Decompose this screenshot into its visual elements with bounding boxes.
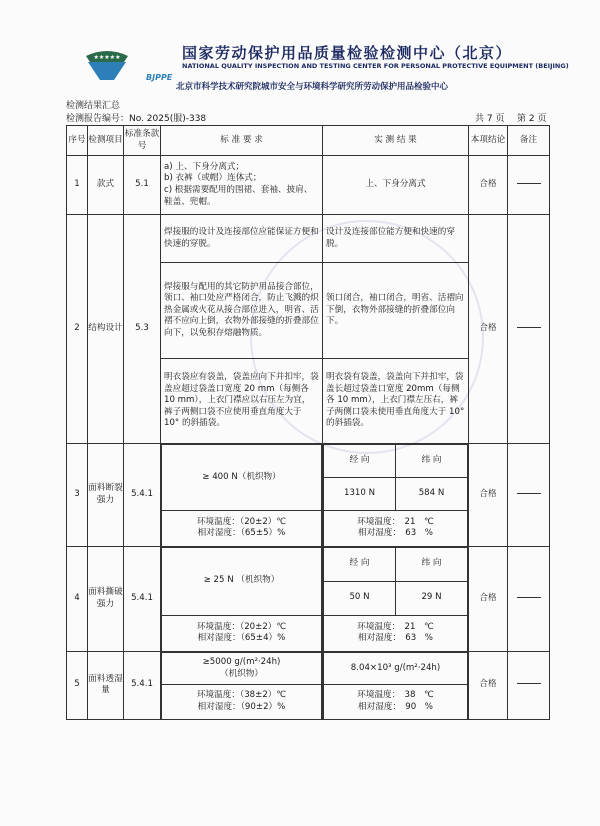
requirement-line: ≥5000 g/(m²·24h) — [202, 656, 281, 667]
row-result: 设计及连接部位能方便和快速的穿脱。 — [323, 215, 469, 263]
report-number: 检测报告编号：No. 2025(服)-338 — [66, 114, 207, 124]
table-header-row — [67, 126, 550, 156]
row-requirement — [161, 444, 323, 547]
row-result — [323, 652, 469, 720]
row-requirement: 焊接服的设计及连接部位应能保证方便和快速的穿脱。 — [161, 215, 323, 263]
row-conclusion: 合格 — [469, 546, 508, 652]
row-item: 款式 — [88, 156, 124, 215]
logo-lettering: BJPPE — [146, 73, 173, 82]
row-clause: 5.4.1 — [124, 444, 161, 547]
header-requirement: 标 准 要 求 — [161, 126, 323, 156]
row-requirement — [161, 546, 323, 652]
row-result: 上、下身分离式 — [323, 156, 469, 215]
row-conclusion: 合格 — [469, 444, 508, 547]
requirement-line: b) 衣裤（或帽）连体式； — [164, 173, 262, 184]
weft-value: 29 N — [396, 581, 468, 615]
dash-mark — [517, 683, 541, 684]
row-item: 结构设计 — [88, 215, 124, 444]
results-table — [66, 125, 550, 720]
dash-mark — [517, 493, 541, 494]
requirement-line: a) 上、下身分离式； — [164, 161, 245, 172]
env-requirement — [162, 685, 322, 719]
env-requirement — [162, 511, 322, 546]
header-title: 国家劳动保护用品质量检验检测中心（北京） — [182, 44, 513, 62]
table-row — [67, 546, 550, 652]
report-header — [58, 40, 569, 95]
row-clause: 5.4.1 — [124, 546, 161, 652]
bjppe-logo-icon — [84, 42, 130, 88]
table-row — [67, 215, 550, 263]
dash-mark — [517, 183, 541, 184]
env-temp: 环境温度： 38 ℃ — [357, 690, 434, 701]
page-number: 第 2 页 — [517, 114, 547, 124]
row-seq: 3 — [67, 444, 88, 547]
dash-mark — [517, 597, 541, 598]
requirement-line: c) 根据需要配用的围裙、套袖、披肩、鞋盖、兜帽。 — [164, 185, 313, 207]
summary-label: 检测结果汇总 — [66, 101, 121, 111]
warp-value: 50 N — [324, 581, 396, 615]
env-requirement — [162, 615, 322, 651]
env-humidity: 相对湿度： 63 % — [358, 528, 433, 539]
table-row — [67, 156, 550, 215]
total-pages: 共 7 页 — [475, 114, 505, 124]
row-requirement — [161, 652, 323, 720]
row-remark — [508, 546, 550, 652]
row-requirement: 明衣袋应有袋盖，袋盖应向下并扣牢，袋盖应超过袋盖口宽度 20 mm（每侧各 10 mm），上衣门襟应以右压左为宜，裤子两侧口袋不应使用垂直角度大于 10° 的斜插袋。 — [161, 359, 323, 444]
row-item: 面料透湿量 — [88, 652, 124, 720]
warp-value: 1310 N — [324, 478, 396, 511]
header-result: 实 测 结 果 — [323, 126, 469, 156]
row-requirement — [161, 156, 323, 215]
table-row — [67, 652, 550, 720]
row-result: 明衣袋有袋盖，袋盖向下并扣牢，袋盖长超过袋盖口宽度 20mm（每侧各 10 mm），上衣门襟左压右，裤子两侧口袋未使用垂直角度大于 10° 的斜插袋。 — [323, 359, 469, 444]
weft-value: 584 N — [396, 478, 468, 511]
header-remark: 备注 — [508, 126, 550, 156]
row-remark — [508, 652, 550, 720]
warp-label: 经 向 — [324, 547, 396, 581]
requirement-value — [162, 653, 322, 685]
env-temp: 环境温度： 21 ℃ — [357, 516, 434, 527]
requirement-line: （机织物） — [220, 668, 263, 679]
row-clause: 5.1 — [124, 156, 161, 215]
env-temp: 环境温度：（20±2）℃ — [196, 621, 287, 632]
header-subtitle: 北京市科学技术研究院城市安全与环境科学研究所劳动保护用品检验中心 — [176, 82, 449, 92]
requirement-value: ≥ 400 N（机织物） — [162, 445, 322, 511]
env-result — [324, 685, 468, 719]
row-conclusion: 合格 — [469, 156, 508, 215]
row-clause: 5.4.1 — [124, 652, 161, 720]
env-result — [324, 511, 468, 546]
env-humidity: 相对湿度：（65±5）% — [197, 528, 286, 539]
env-result — [324, 615, 468, 651]
row-seq: 4 — [67, 546, 88, 652]
row-conclusion: 合格 — [469, 652, 508, 720]
header-item: 检测项目 — [88, 126, 124, 156]
row-seq: 1 — [67, 156, 88, 215]
row-item: 面料撕破强力 — [88, 546, 124, 652]
env-temp: 环境温度：（38±2）℃ — [196, 690, 287, 701]
header-seq: 序号 — [67, 126, 88, 156]
result-value: 8.04×10³ g/(m²·24h) — [324, 653, 468, 685]
row-result — [323, 546, 469, 652]
header-clause: 标准条款号 — [124, 126, 161, 156]
row-item: 面料断裂强力 — [88, 444, 124, 547]
row-remark — [508, 444, 550, 547]
row-remark — [508, 156, 550, 215]
warp-label: 经 向 — [324, 445, 396, 478]
row-remark — [508, 215, 550, 444]
row-requirement: 焊接服与配用的其它防护用品接合部位，领口、袖口处应严格闭合，防止飞溅的炽热金属或火花从接合部位进入，明省、活褶不应向上倒，衣物外部接缝的折叠部位向下，以免积存熔融物质。 — [161, 263, 323, 359]
row-conclusion: 合格 — [469, 215, 508, 444]
table-row — [67, 444, 550, 547]
env-humidity: 相对湿度： 90 % — [358, 701, 433, 712]
row-result — [323, 444, 469, 547]
env-temp: 环境温度：（20±2）℃ — [196, 516, 287, 527]
env-humidity: 相对湿度： 63 % — [358, 633, 433, 644]
weft-label: 纬 向 — [396, 547, 468, 581]
dash-mark — [517, 327, 541, 328]
env-humidity: 相对湿度：（65±4）% — [197, 633, 286, 644]
weft-label: 纬 向 — [396, 445, 468, 478]
requirement-value: ≥ 25 N （机织物） — [162, 547, 322, 615]
header-conclusion: 本项结论 — [469, 126, 508, 156]
svg-text:★★★★★: ★★★★★ — [93, 54, 121, 61]
header-title-en: NATIONAL QUALITY INSPECTION AND TESTING CENTER FOR PERSONAL PROTECTIVE EQUIPMENT (BEIJING) — [182, 62, 569, 70]
row-result: 领口闭合，袖口闭合，明省、活褶向下倒，衣物外部接缝的折叠部位向下。 — [323, 263, 469, 359]
env-temp: 环境温度： 21 ℃ — [357, 621, 434, 632]
row-seq: 2 — [67, 215, 88, 444]
row-seq: 5 — [67, 652, 88, 720]
env-humidity: 相对湿度：（90±2）% — [197, 701, 286, 712]
row-clause: 5.3 — [124, 215, 161, 444]
